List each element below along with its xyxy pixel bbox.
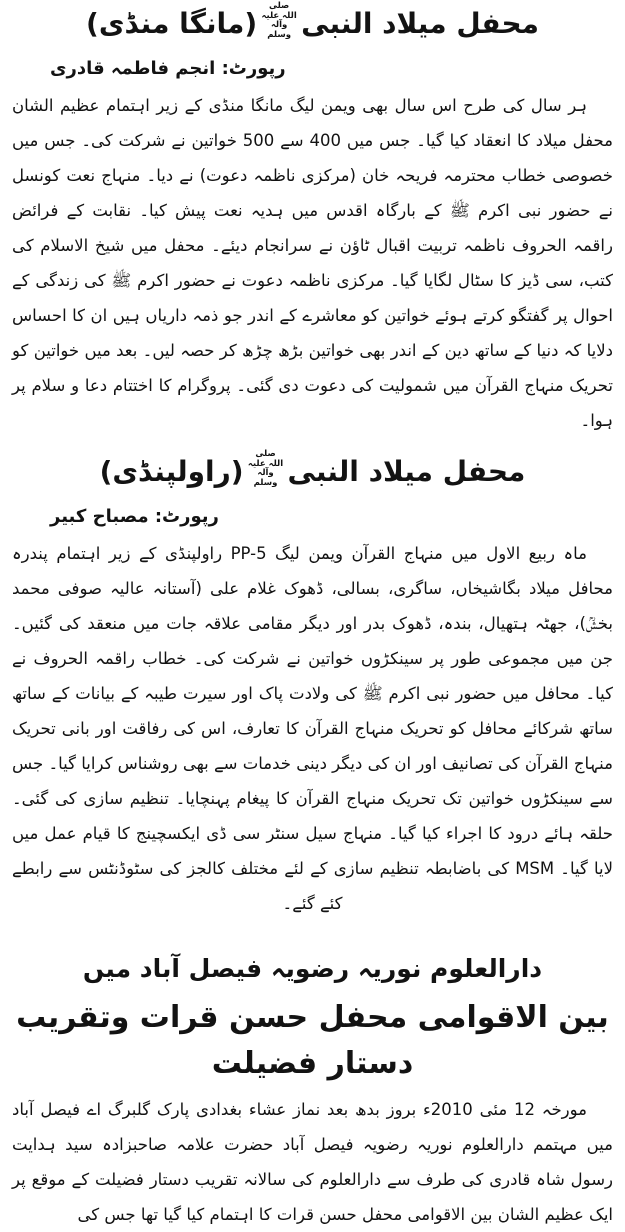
- article-manga-mandi: [12, 2, 613, 438]
- article-rawalpindi: [12, 450, 613, 921]
- article-1-body: ہر سال کی طرح اس سال بھی ویمن لیگ مانگا منڈی کے زیر اہتمام عظیم الشان محفل میلاد کا انعقاد کیا گیا۔ جس میں 400 سے 500 خواتین نے شرکت کی۔ جس میں خصوصی خطاب محترمہ فریحہ خان (مرکزی ناظمہ دعوت) نے دیا۔ منہاج نعت کونسل نے حضور نبی اکرم ﷺ کے بارگاہ اقدس میں ہدیہ نعت پیش کیا۔ نقابت کے فرائض راقمہ الحروف ناظمہ تربیت اقبال ٹاؤن نے سرانجام دیئے۔ محفل میں شیخ الاسلام کی کتب، سی ڈیز کا سٹال لگایا گیا۔ مرکزی ناظمہ دعوت نے حضور اکرم ﷺ کی زندگی کے احوال پر گفتگو کرتے ہوئے خواتین کو معاشرے کے اندر جو ذمہ داریاں ہیں ان کا احساس دلایا کہ دنیا کے ساتھ دین کے اندر بھی خواتین بڑھ چڑھ کر حصہ لیں۔ بعد میں خواتین کو تحریک منہاج القرآن میں شمولیت کی دعوت دی گئی۔ پروگرام کا اختتام دعا و سلام پر ہوا۔: [12, 96, 614, 430]
- article-3-body: مورخہ 12 مئی 2010ء بروز بدھ بعد نماز عشاء بغدادی پارک گلبرگ اے فیصل آباد میں مہتمم دارالعلوم نوریہ رضویہ فیصل آباد حضرت علامہ صاحبزادہ سید ہدایت رسول شاہ قادری کی طرف سے دارالعلوم کی سالانہ تقریب دستار فضیلت کے موقع پر ایک عظیم الشان بین الاقوامی محفل حسن قرات کا اہتمام کیا گیا تھا جس کی: [12, 1100, 613, 1224]
- article-2-title-text: محفل میلاد النبی: [287, 455, 526, 488]
- article-1-title-text: محفل میلاد النبی: [301, 7, 539, 40]
- article-1-title-location: (مانگا منڈی): [86, 7, 258, 40]
- article-2-reporter-credit: رپورٹ: مصباح کبیر: [50, 506, 219, 527]
- article-3-kicker: دارالعلوم نوریہ رضویہ فیصل آباد میں: [82, 954, 543, 983]
- honorific-inscription: صلی اللہ علیہ وآلہ وسلم: [261, 1, 297, 40]
- article-1-reporter-credit: رپورٹ: انجم فاطمہ قادری: [50, 58, 286, 79]
- article-2-body: ماہ ربیع الاول میں منہاج القرآن ویمن لیگ PP-5 راولپنڈی کے زیر اہتمام پندرہ محافل میلاد بگاشیخاں، ساگری، بسالی، ڈھوک غلام علی (آستانہ عالیہ صوفی محمد بخشؒ)، جھٹہ ہتھیال، بندہ، ڈھوک بدر اور دیگر مقامی علاقہ جات میں منعقد کی گئیں۔ جن میں مجموعی طور پر سینکڑوں خواتین نے شرکت کی۔ خطاب راقمہ الحروف نے کیا۔ محافل میں حضور نبی اکرم ﷺ کی ولادت پاک اور سیرت طیبہ کے بیانات کے ساتھ ساتھ شرکائے محافل کو تحریک منہاج القرآن کا تعارف، اس کی رفاقت اور بانی تحریک منہاج القرآن کی تصانیف اور ان کی دیگر دینی خدمات سے بھی روشناس کرایا گیا۔ جس سے سینکڑوں خواتین تک تحریک منہاج القرآن کا پیغام پہنچایا۔ تنظیم سازی کی گئی۔ حلقہ ہائے درود کا اجراء کیا گیا۔ منہاج سیل سنٹر سی ڈی ایکسچینج کا قیام عمل میں لایا گیا۔ MSM کی باضابطہ تنظیم سازی کے لئے مختلف کالجز کی سٹوڈنٹس سے رابطے کئے گئے۔: [12, 544, 613, 913]
- article-2-title-location: (راولپنڈی): [99, 455, 244, 488]
- article-faisalabad: [12, 949, 613, 1232]
- article-2-title: [12, 450, 613, 494]
- article-1-title: [12, 2, 613, 46]
- article-3-title: بین الاقوامی محفل حسن قرات وتقریب دستار فضیلت: [16, 1000, 609, 1081]
- honorific-inscription: صلی اللہ علیہ وآلہ وسلم: [247, 449, 284, 488]
